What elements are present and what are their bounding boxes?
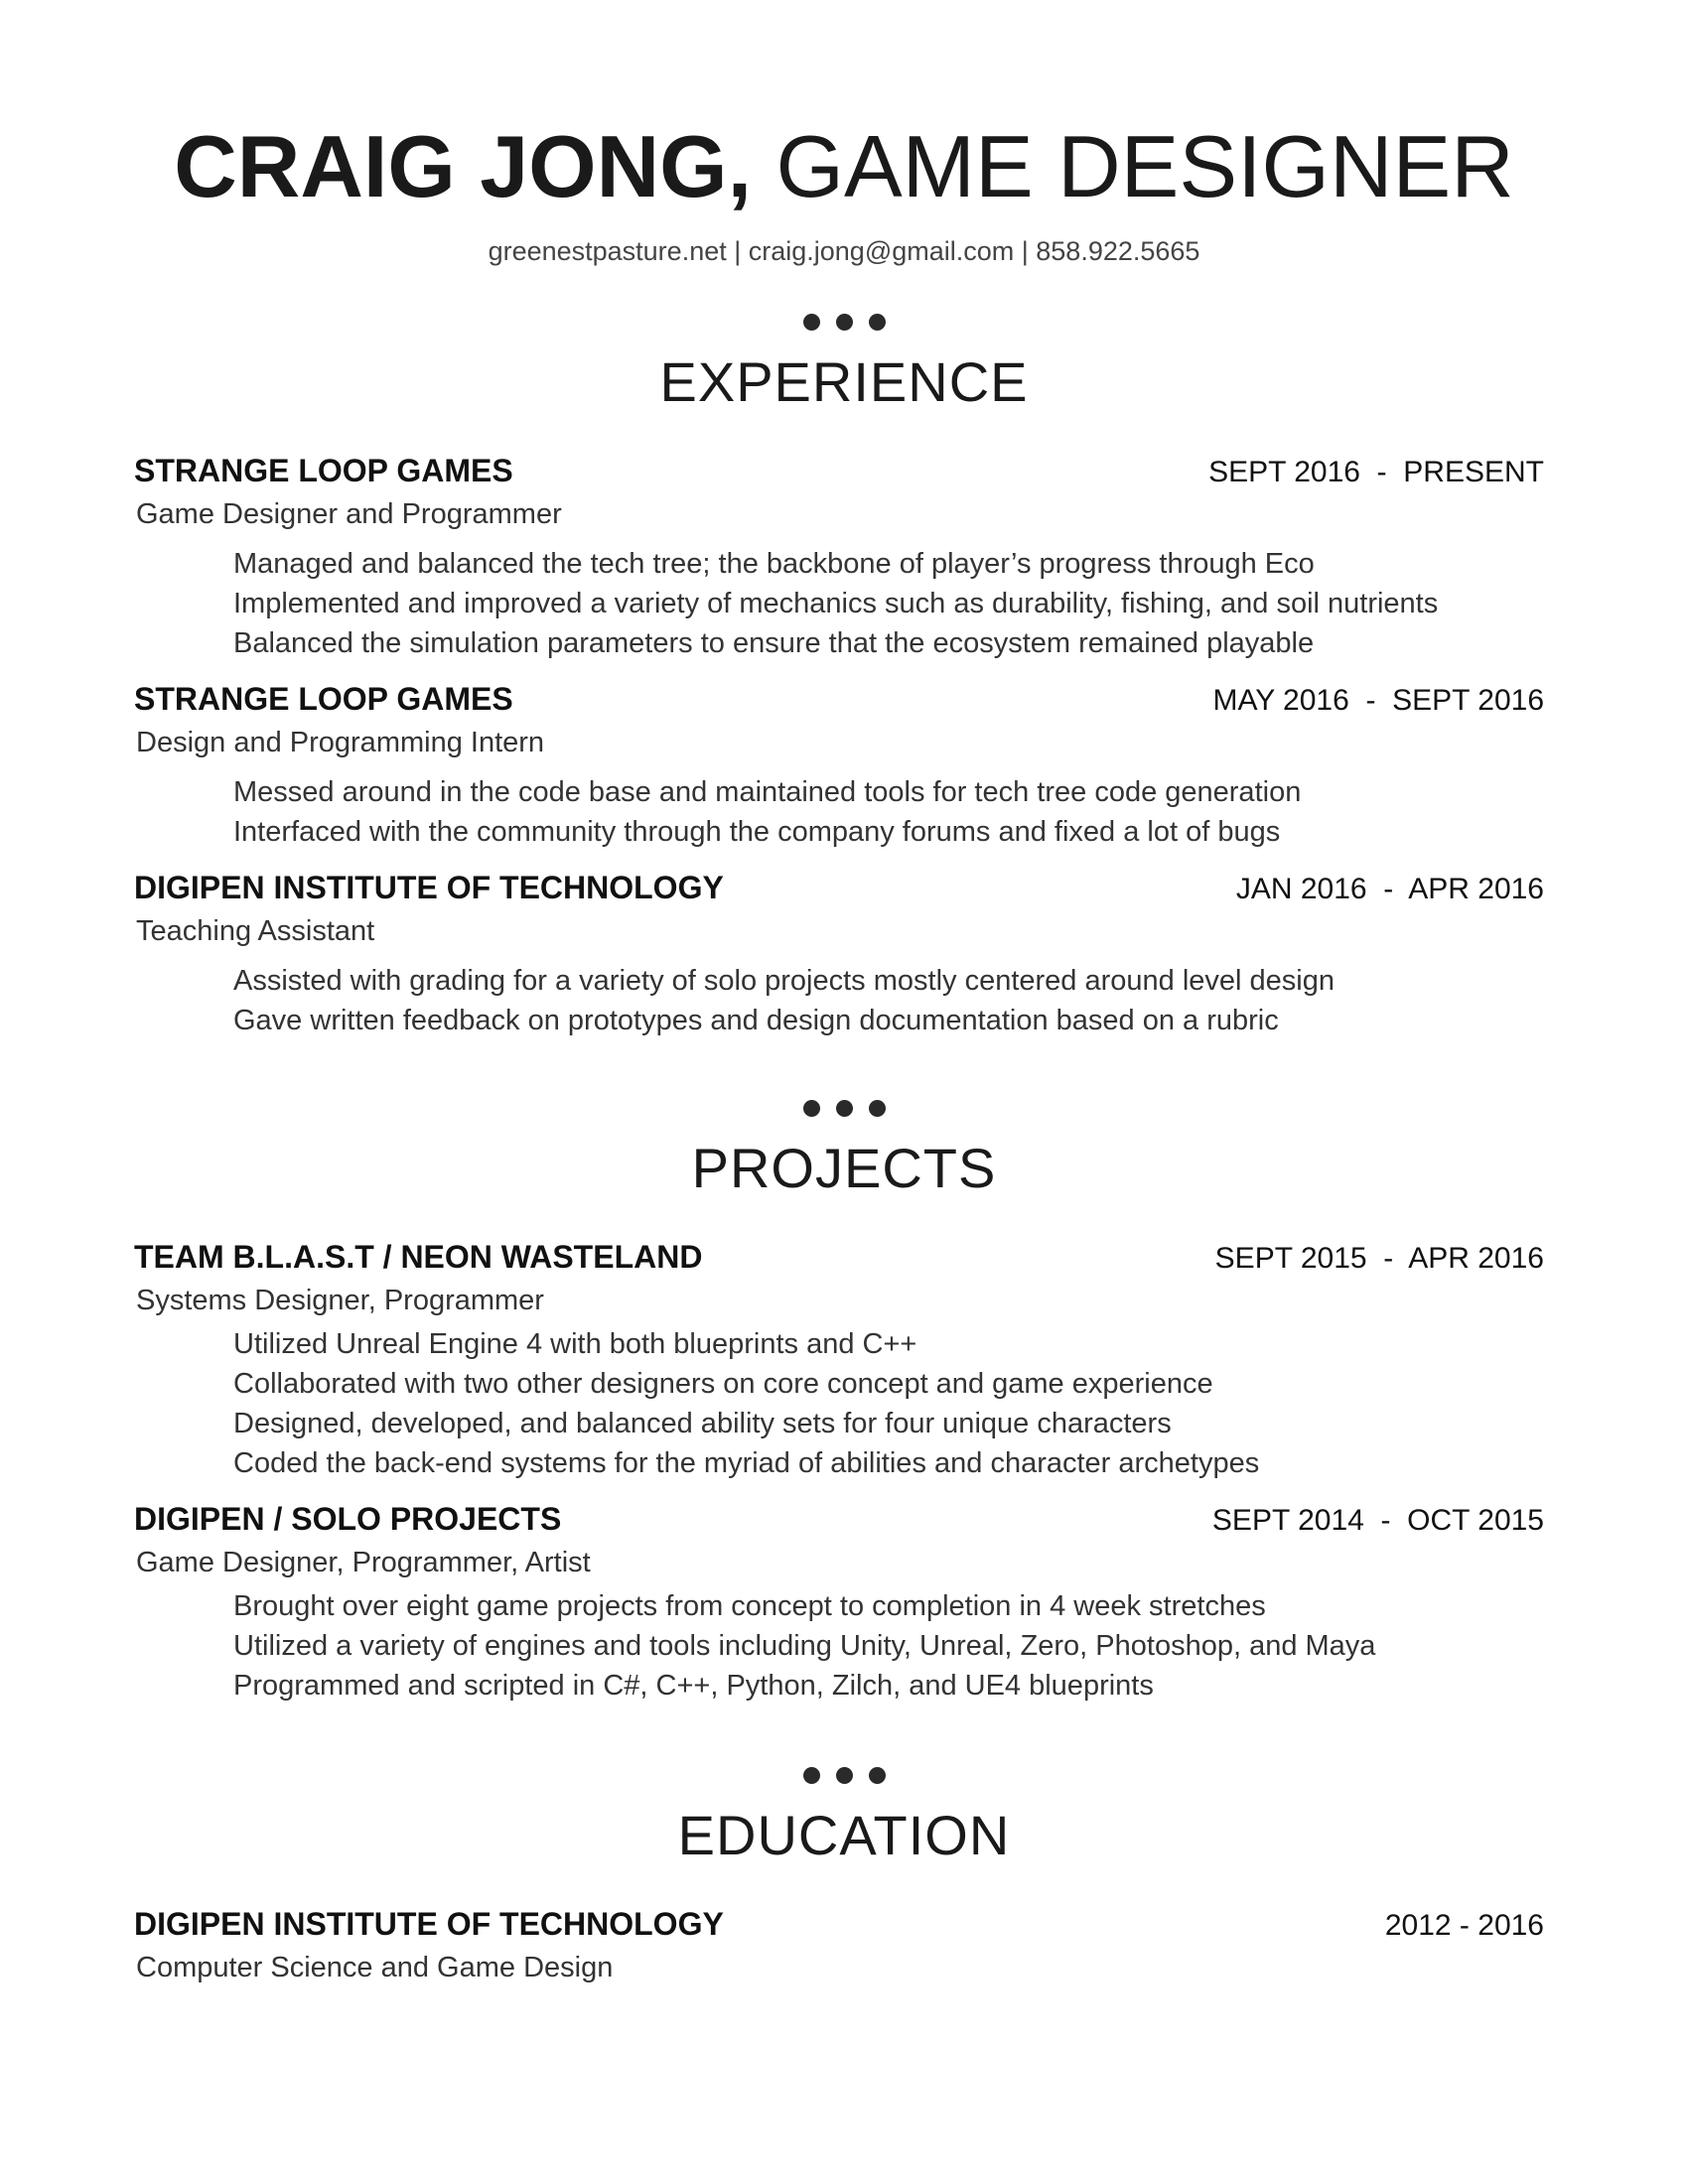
section-divider-dots <box>0 1100 1688 1120</box>
list-item: Collaborated with two other designers on core concept and game experience <box>233 1368 1213 1400</box>
project-entry <box>134 1239 1544 1483</box>
experience-entry <box>134 870 1544 1040</box>
entry-dates: SEPT 2014 - OCT 2015 <box>1211 1504 1544 1537</box>
experience-entry <box>134 453 1544 663</box>
entry-dates: SEPT 2015 - APR 2016 <box>1214 1242 1544 1275</box>
list-item: Programmed and scripted in C#, C++, Python, Zilch, and UE4 blueprints <box>233 1670 1154 1702</box>
entry-bullet-list <box>134 961 1544 1040</box>
divider-dot-icon <box>803 1100 820 1117</box>
divider-dot-icon <box>836 1100 853 1117</box>
entry-organization: DIGIPEN / SOLO PROJECTS <box>134 1501 562 1537</box>
entry-dates: JAN 2016 - APR 2016 <box>1235 873 1544 905</box>
divider-dot-icon <box>836 314 853 331</box>
list-item: Coded the back-end systems for the myriad of abilities and character archetypes <box>233 1447 1260 1479</box>
entry-dates: SEPT 2016 - PRESENT <box>1208 456 1544 488</box>
experience-section-header <box>0 314 1688 417</box>
list-item: Brought over eight game projects from concept to completion in 4 week stretches <box>233 1590 1266 1622</box>
project-entry <box>134 1501 1544 1706</box>
experience-entries <box>134 453 1544 1058</box>
entry-dates: MAY 2016 - SEPT 2016 <box>1212 684 1544 717</box>
entry-organization: DIGIPEN INSTITUTE OF TECHNOLOGY <box>134 870 724 905</box>
divider-dot-icon <box>869 314 886 331</box>
divider-dot-icon <box>869 1767 886 1784</box>
divider-dot-icon <box>869 1100 886 1117</box>
section-divider-dots <box>0 314 1688 334</box>
education-section-header <box>0 1767 1688 1870</box>
entry-role: Computer Science and Game Design <box>136 1952 614 1983</box>
list-item: Messed around in the code base and maintained tools for tech tree code generation <box>233 776 1302 808</box>
projects-entries <box>134 1239 1544 1723</box>
entry-bullet-list <box>134 1324 1544 1483</box>
candidate-name: CRAIG JONG, <box>174 117 753 215</box>
resume-header <box>0 117 1688 267</box>
experience-entry <box>134 681 1544 852</box>
divider-dot-icon <box>836 1767 853 1784</box>
list-item: Implemented and improved a variety of mechanics such as durability, fishing, and soil nutrients <box>233 588 1439 619</box>
entry-organization: STRANGE LOOP GAMES <box>134 453 513 488</box>
entry-organization: DIGIPEN INSTITUTE OF TECHNOLOGY <box>134 1906 724 1942</box>
education-entry <box>134 1906 1544 1987</box>
contact-line: greenestpasture.net | craig.jong@gmail.com | 858.922.5665 <box>488 236 1200 266</box>
list-item: Gave written feedback on prototypes and design documentation based on a rubric <box>233 1005 1279 1036</box>
experience-heading: EXPERIENCE <box>659 350 1029 413</box>
list-item: Utilized Unreal Engine 4 with both blueprints and C++ <box>233 1328 917 1360</box>
divider-dot-icon <box>803 1767 820 1784</box>
candidate-title: GAME DESIGNER <box>775 117 1514 215</box>
entry-role: Teaching Assistant <box>136 915 375 947</box>
entry-organization: STRANGE LOOP GAMES <box>134 681 513 717</box>
entry-role: Systems Designer, Programmer <box>136 1285 544 1316</box>
education-entries <box>134 1906 1544 2005</box>
projects-heading: PROJECTS <box>691 1137 997 1199</box>
entry-bullet-list <box>134 1586 1544 1706</box>
list-item: Managed and balanced the tech tree; the backbone of player’s progress through Eco <box>233 548 1315 580</box>
entry-bullet-list <box>134 544 1544 663</box>
entry-bullet-list <box>134 772 1544 852</box>
divider-dot-icon <box>803 314 820 331</box>
education-heading: EDUCATION <box>677 1804 1011 1866</box>
list-item: Designed, developed, and balanced ability sets for four unique characters <box>233 1408 1172 1439</box>
list-item: Balanced the simulation parameters to ensure that the ecosystem remained playable <box>233 627 1315 659</box>
entry-dates: 2012 - 2016 <box>1384 1909 1544 1942</box>
section-divider-dots <box>0 1767 1688 1787</box>
entry-role: Game Designer and Programmer <box>136 498 562 530</box>
entry-role: Game Designer, Programmer, Artist <box>136 1547 591 1578</box>
entry-organization: TEAM B.L.A.S.T / NEON WASTELAND <box>134 1239 703 1275</box>
projects-section-header <box>0 1100 1688 1203</box>
list-item: Interfaced with the community through the company forums and fixed a lot of bugs <box>233 816 1281 848</box>
list-item: Assisted with grading for a variety of solo projects mostly centered around level design <box>233 965 1336 997</box>
name-title-line <box>0 117 1688 216</box>
entry-role: Design and Programming Intern <box>136 727 545 758</box>
list-item: Utilized a variety of engines and tools including Unity, Unreal, Zero, Photoshop, and Maya <box>233 1630 1376 1662</box>
